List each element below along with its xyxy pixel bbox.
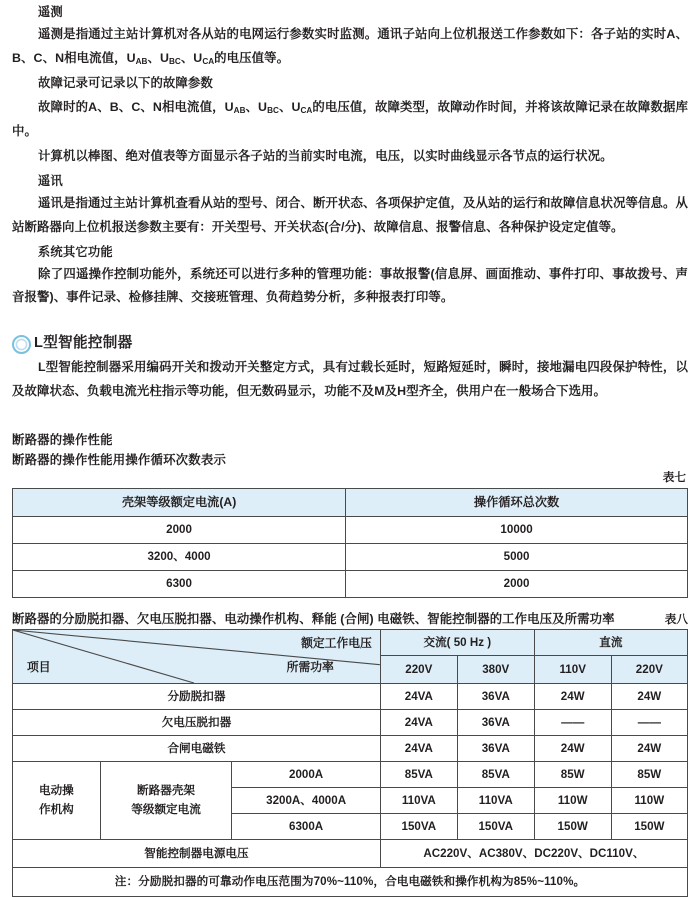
cell-value: 110W: [611, 788, 687, 814]
row-label-closing-solenoid: 合闸电磁铁: [13, 736, 381, 762]
cell-value: 36VA: [457, 710, 534, 736]
cell-value: 24VA: [380, 736, 457, 762]
label-line-1: 电动操: [38, 783, 74, 797]
paragraph-computer-display: 计算机以棒图、绝对值表等方面显示各子站的当前实时电流，电压，以实时曲线显示各节点的运行状况。: [38, 149, 613, 164]
header-total-cycles: 操作循环总次数: [346, 488, 688, 516]
cell-value: 150VA: [380, 814, 457, 840]
table-note-row: [13, 868, 688, 897]
cell-frame-current: 3200、4000: [13, 543, 346, 570]
table-header-row: [13, 488, 688, 516]
cell-value: 24W: [611, 684, 687, 710]
caption-row-table8: [12, 610, 688, 629]
cell-value: 24W: [534, 736, 611, 762]
cell-value: 150W: [611, 814, 687, 840]
table-row: [13, 840, 688, 868]
cell-value: 24W: [534, 684, 611, 710]
paragraph-telemetry-definition: [12, 22, 688, 71]
row-label-undervoltage-release: 欠电压脱扣器: [13, 710, 381, 736]
text-run: 、U: [245, 100, 268, 115]
section-heading-l-controller: [12, 332, 688, 355]
subscript-bc: BC: [169, 56, 181, 66]
cell-value: ——: [534, 710, 611, 736]
header-voltage-ac-380: 380V: [457, 656, 534, 684]
cell-frame-size: 6300A: [232, 814, 381, 840]
table-operating-cycles: [12, 488, 688, 598]
cell-value: 110W: [534, 788, 611, 814]
cell-controller-supply-voltage: AC220V、AC380V、DC220V、DC110V、: [380, 840, 687, 868]
label-rated-working-voltage: 额定工作电压: [301, 636, 372, 651]
text-run: 的电压值，故障类型，故障动作时间，并将该故障记录在故障数据库中。: [12, 100, 688, 139]
table-row: [13, 684, 688, 710]
ring-icon: [12, 335, 31, 354]
caption-table8: 断路器的分励脱扣器、欠电压脱扣器、电动操作机构、释能 (合闸) 电磁铁、智能控制器的工作电压及所需功率: [12, 611, 615, 626]
sub-label-line-1: 断路器壳架: [137, 783, 196, 797]
table7-number: 表七: [662, 471, 686, 485]
table-row: [13, 543, 688, 570]
paragraph-fault-record-detail: [12, 95, 688, 144]
subscript-ab: AB: [135, 56, 148, 66]
text-run: 的电压值等。: [214, 50, 290, 65]
row-label-shunt-release: 分励脱扣器: [13, 684, 381, 710]
header-frame-rated-current: 壳架等级额定电流(A): [13, 488, 346, 516]
table8-note: 注：分励脱扣器的可靠动作电压范围为70%~110%，合电电磁铁和操作机构为85%~110%。: [13, 868, 688, 897]
row-label-breaker-frame-rating: [100, 762, 232, 840]
cell-value: 24VA: [380, 710, 457, 736]
paragraph-l-controller: L型智能控制器采用编码开关和拨动开关整定方式，具有过载长延时，短路短延时，瞬时，接地漏电四段保护特性，以及故障状态、负载电流光柱指示等功能，但无数码显示，功能不及M及H型齐全，供用户在一般场合下选用。: [12, 359, 688, 398]
header-voltage-dc-220: 220V: [611, 656, 687, 684]
heading-telemetry: 遥测: [37, 5, 63, 19]
heading-other-functions: 系统其它功能: [37, 244, 113, 259]
table-row: [13, 516, 688, 543]
cell-cycles: 2000: [346, 570, 688, 597]
text-run: 、U: [147, 50, 169, 65]
caption-table7: 断路器的操作性能用操作循环次数表示: [12, 452, 227, 467]
text-run: 故障时的A、B、C、N相电流值，U: [38, 100, 234, 115]
table8-header-row-groups: [13, 630, 688, 656]
sub-label-line-2: 等级额定电流: [131, 802, 201, 816]
row-label-motor-operating-mechanism: [13, 762, 101, 840]
label-item: 项目: [27, 660, 51, 675]
cell-value: 150VA: [457, 814, 534, 840]
header-group-ac: 交流( 50 Hz ): [380, 630, 534, 656]
cell-value: 24VA: [380, 684, 457, 710]
label-line-2: 作机构: [38, 802, 74, 816]
header-voltage-ac-220: 220V: [380, 656, 457, 684]
cell-value: 24W: [611, 736, 687, 762]
text-run: 遥测是指通过主站计算机对各从站的电网运行参数实时监测。通讯子站向上位机报送工作参数如下：各子站的实时A、B、C、N相电流值，U: [12, 27, 688, 65]
cell-frame-current: 6300: [13, 570, 346, 597]
paragraph-telecom-definition: 遥讯是指通过主站计算机查看从站的型号、闭合、断开状态、各项保护定值，及从站的运行和故障信息状况等信息。从站断路器向上位机报送参数主要有：开关型号、开关状态(合/分)、故障信息、报警信息、各种保护设定定值等。: [12, 195, 688, 234]
heading-operating-performance: 断路器的操作性能: [12, 432, 113, 447]
header-voltage-dc-110: 110V: [534, 656, 611, 684]
table-row: [13, 736, 688, 762]
section-heading-label: L型智能控制器: [34, 335, 133, 352]
cell-value: 36VA: [457, 736, 534, 762]
cell-value: 85W: [534, 762, 611, 788]
table8-number: 表八: [664, 612, 688, 626]
header-group-dc: 直流: [534, 630, 687, 656]
table-row: [13, 710, 688, 736]
cell-cycles: 5000: [346, 543, 688, 570]
cell-value: 110VA: [380, 788, 457, 814]
subscript-ca: CA: [300, 106, 313, 116]
label-required-power: 所需功率: [286, 660, 334, 675]
text-run: 、U: [278, 100, 301, 115]
cell-frame-current: 2000: [13, 516, 346, 543]
cell-value: ——: [611, 710, 687, 736]
cell-value: 85W: [611, 762, 687, 788]
subscript-bc: BC: [267, 106, 279, 116]
cell-value: 36VA: [457, 684, 534, 710]
paragraph-fault-record-intro: 故障记录可记录以下的故障参数: [38, 75, 213, 90]
row-label-controller-supply-voltage: 智能控制器电源电压: [13, 840, 381, 868]
cell-value: 150W: [534, 814, 611, 840]
cell-value: 85VA: [457, 762, 534, 788]
cell-value: 110VA: [457, 788, 534, 814]
table-row: [13, 762, 688, 788]
subscript-ca: CA: [202, 56, 215, 66]
cell-cycles: 10000: [346, 516, 688, 543]
subscript-ab: AB: [233, 106, 246, 116]
diagonal-split-header: [13, 630, 381, 684]
text-run: 、U: [180, 50, 203, 65]
cell-value: 85VA: [380, 762, 457, 788]
table-operating-voltage-power: [12, 629, 688, 897]
table-row: [13, 570, 688, 597]
cell-frame-size: 2000A: [232, 762, 381, 788]
cell-frame-size: 3200A、4000A: [232, 788, 381, 814]
heading-telecom: 遥讯: [37, 173, 63, 188]
paragraph-other-functions: 除了四遥操作控制功能外，系统还可以进行多种的管理功能：事故报警(信息屏、画面推动、事件打印、事故拨号、声音报警)、事件记录、检修挂牌、交接班管理、负荷趋势分析，多种报表打印等。: [12, 266, 688, 305]
